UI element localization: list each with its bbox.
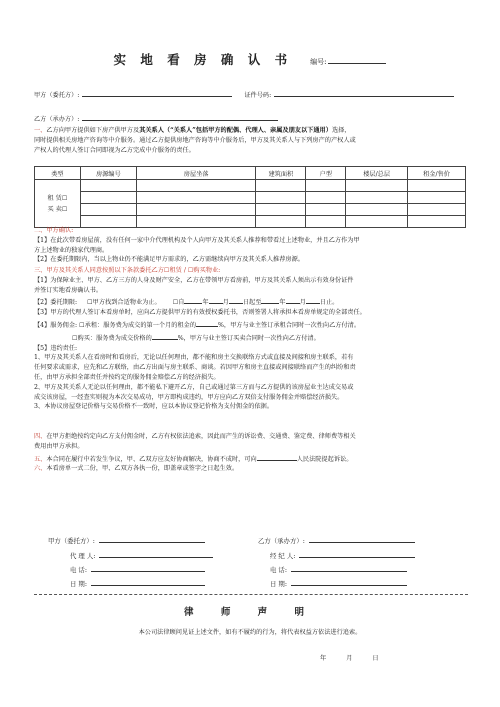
title-text: 实 地 看 房 确 认 书 [113, 52, 293, 67]
breach-2-line-1: 2、甲方及其关系人无论以任何理由，都不能私下避开乙方，自己或通过第三方而与乙方提供的该房屋业主达成交易或 [34, 383, 354, 391]
section-5 [34, 452, 466, 465]
breach-1-line-2: 任何要求或需求，应先和乙方联络，由乙方出面与房主联系、商谈。若因甲方和房主直接或间接联络而产生的纠纷和责 [34, 364, 356, 372]
breach-3: 3、本协议房屋登记价格与交易价格不一致时，应以本协议登记价格为支付佣金的依据。 [34, 403, 274, 411]
party-b-row [34, 112, 278, 125]
purchase-fee-text: ☐购买：服务费为成交价格的 [72, 334, 152, 342]
table-cell[interactable] [306, 180, 346, 192]
section-4-text: 在甲方拒绝按约定向乙方支付佣金时，乙方有权依法追索，因此而产生的诉讼费、交通费、鉴定费、律师费等相关 [46, 433, 356, 440]
section-5-num: 五、 [34, 455, 47, 463]
sig-date-a-field[interactable] [91, 577, 205, 586]
sig-party-a-field[interactable] [99, 534, 205, 543]
year-label: 年 [202, 299, 209, 307]
rent-fee-text-b: %，甲方与业主签订承租合同时一次性向乙方付清。 [218, 321, 361, 329]
sig-agent-label: 代 理 人: [70, 552, 96, 560]
end-day-field[interactable] [306, 295, 320, 304]
table-cell[interactable] [136, 180, 256, 192]
section-4 [34, 432, 466, 442]
court-field[interactable] [257, 452, 297, 461]
table-cell[interactable] [346, 180, 408, 192]
lawyer-day-label: 日 [372, 655, 379, 662]
section-3-item-1: 【1】为保障业主、甲方、乙方三方的人身及财产安全，乙方在带领甲方看房前，甲方及其关系人须出示有效身份证件 [34, 276, 354, 284]
table-row [35, 180, 466, 192]
sig-agent-field[interactable] [99, 549, 213, 558]
id-field[interactable] [274, 88, 454, 97]
property-table [34, 166, 466, 228]
year-label: 年 [279, 299, 286, 307]
section-3-item-1-cont: 并签订实地看房确认书。 [34, 286, 103, 294]
rent-fee-text: 【4】服务佣金: ☐承租：服务费为成交的第一个月的租金的 [34, 321, 197, 329]
table-cell[interactable] [306, 204, 346, 216]
purchase-fee-percent-field[interactable] [152, 331, 178, 340]
table-cell[interactable] [256, 204, 306, 216]
table-cell[interactable] [306, 192, 346, 204]
section-2 [34, 226, 466, 265]
table-header-row [35, 167, 466, 180]
section-3 [34, 266, 466, 412]
table-cell[interactable] [136, 204, 256, 216]
table-cell[interactable] [136, 192, 256, 204]
sig-date-b [270, 577, 407, 588]
table-cell[interactable] [80, 204, 136, 216]
month-label: 月 [299, 299, 306, 307]
table-cell[interactable] [80, 192, 136, 204]
section-3-item-3: 【3】甲方的代理人签订本看房单时，应向乙方提供甲方的有效授权委托书，否则签署人将承担本看房单规定的全部责任。 [34, 309, 366, 317]
lawyer-heading: 律 师 声 明 [184, 607, 316, 618]
section-2-item-1-cont: 方上述物业的独家代理商。 [34, 246, 109, 254]
table-cell[interactable] [408, 180, 466, 192]
start-month-field[interactable] [209, 295, 223, 304]
breach-1-line-3: 任，由甲方承担全部责任并按约定的服务佣金赔偿乙方的经济损失。 [34, 373, 220, 381]
clause-1-text-a: 乙方向甲方提供如下房产供甲方及 [46, 127, 140, 134]
section-2-item-2: 【2】在委托期限内，当以上物业仍不能满足甲方需求的，乙方需继续向甲方及其关系人推荐房源。 [34, 256, 304, 264]
party-a-label: 甲方（委托方）: [34, 92, 80, 99]
table-row [35, 204, 466, 216]
clause-1 [34, 126, 466, 155]
party-a-field[interactable] [82, 88, 232, 97]
section-6 [34, 464, 466, 474]
section-3-item-5: 【5】违约责任: [34, 344, 78, 352]
sig-party-b [258, 534, 415, 545]
number-field[interactable] [328, 55, 386, 64]
term-label: 【2】委托期限: [34, 299, 78, 307]
party-b-field[interactable] [82, 112, 278, 121]
clause-1-bold: 其关系人（“关系人”包括甲方的配偶、代理人、亲属及朋友以下通用） [139, 127, 332, 134]
sig-party-b-label: 乙方（承办方）: [258, 537, 305, 545]
table-header-cell: 房源编号 [80, 167, 136, 180]
lawyer-text: 本公司法律顾问见证上述文件，如有不履约的行为，将代表权益方依法进行追索。 [138, 629, 362, 636]
section-5-text-b: 人民法院提起诉讼。 [296, 455, 353, 463]
section-2-item-1: 【1】在此次带看房屋前，没有任何一家中介代理机构及个人向甲方及其关系人推荐和带看过上述物业，并且乙方作为甲 [34, 236, 360, 244]
section-3-heading: 三、甲方及其关系人同意按照以下条款委托乙方☐租赁 / ☐购买物业: [34, 267, 221, 274]
clause-1-line-3: 产权人的代理人签订合同即视为乙方完成中介服务的责任。 [34, 146, 195, 154]
lawyer-date [320, 654, 379, 664]
sig-phone-a [70, 563, 205, 574]
type-rent-checkbox[interactable]: 租 赁☐ [47, 194, 68, 202]
table-cell[interactable] [408, 204, 466, 216]
sig-phone-b-label: 电 话: [270, 566, 287, 574]
sig-agent [70, 549, 213, 560]
sig-phone-b [270, 563, 407, 574]
table-header-cell: 租金/售价 [408, 167, 466, 180]
section-3-item-2 [34, 295, 466, 308]
sig-broker [270, 549, 415, 560]
lawyer-month-label: 月 [346, 655, 353, 662]
table-cell[interactable] [256, 192, 306, 204]
party-b-label: 乙方（承办方）: [34, 116, 80, 123]
term-range-checkbox[interactable]: ☐自 [172, 299, 185, 307]
table-row [35, 192, 466, 204]
sig-broker-field[interactable] [299, 549, 415, 558]
to-label: 日起至 [242, 299, 262, 307]
clause-1-line-2: 同时提供相关房地产咨询等中介服务。通过乙方提供房地产咨询等中介服务后，甲方及其关系人与下列房产的产权人或 [34, 136, 356, 144]
rent-fee-percent-field[interactable] [196, 318, 218, 327]
sig-date-b-label: 日 期: [270, 580, 287, 588]
section-6-num: 六、 [34, 465, 47, 473]
sig-broker-label: 经 纪 人: [270, 552, 296, 560]
end-year-field[interactable] [261, 295, 279, 304]
clause-1-num: 一、 [34, 127, 47, 134]
table-cell[interactable] [80, 180, 136, 192]
sig-party-a [48, 534, 205, 545]
sig-date-a-label: 日 期: [70, 580, 87, 588]
table-header-cell: 类型 [35, 167, 81, 180]
table-header-cell: 建筑面积 [256, 167, 306, 180]
type-cell [35, 180, 81, 228]
document-title [0, 50, 500, 68]
table-cell[interactable] [346, 204, 408, 216]
start-day-field[interactable] [229, 295, 243, 304]
table-header-cell: 楼层/总层 [346, 167, 408, 180]
lawyer-year-label: 年 [320, 655, 327, 662]
end-month-field[interactable] [286, 295, 300, 304]
sig-phone-b-field[interactable] [291, 563, 407, 572]
sig-phone-a-label: 电 话: [70, 566, 87, 574]
table-cell[interactable] [256, 180, 306, 192]
purchase-fee-text-b: %，甲方与业主签订买卖合同时一次性向乙方付清。 [177, 334, 320, 342]
section-5-text: 本合同在履行中若发生争议，甲、乙双方应友好协商解决，协商不成时，可向 [46, 455, 257, 463]
sig-party-a-label: 甲方（委托方）: [48, 537, 95, 545]
section-3-item-4-purchase [34, 331, 466, 344]
start-year-field[interactable] [184, 295, 202, 304]
breach-2-line-2: 成交该房屋，一经查实则视为本次交易成功，甲方即构成违约，甲方应向乙方双倍支付服务佣金并赔偿经济损失。 [34, 393, 344, 401]
table-cell[interactable] [408, 192, 466, 204]
party-a-row [34, 88, 454, 101]
clause-1-text-b: 选择， [331, 127, 351, 134]
sections-4-6 [34, 432, 466, 474]
table-cell[interactable] [346, 192, 408, 204]
section-2-heading: 二、甲方确认: [34, 227, 74, 234]
section-3-item-4 [34, 318, 466, 331]
section-4-text-cont: 费用由甲方承担。 [34, 442, 84, 450]
section-6-text: 本看房单一式二份，甲、乙双方各执一份，即盖章或签字之日起生效。 [46, 465, 239, 473]
sig-date-a [70, 577, 205, 588]
table-header-cell: 房屋坐落 [136, 167, 256, 180]
type-sale-checkbox[interactable]: 买 卖☐ [47, 205, 68, 213]
day-end-label: 日止。 [319, 299, 339, 307]
breach-1-line-1: 1、甲方及其关系人在看房时和看房后，无论以任何理由，都不能和房主交换联络方式或直接及间接和房主联系，若有 [34, 354, 354, 362]
sig-date-b-field[interactable] [291, 577, 407, 586]
term-until-found-checkbox[interactable]: ☐甲方找到合适物业为止。 [87, 299, 161, 307]
number-label: 编号: [310, 58, 327, 66]
sig-party-b-field[interactable] [309, 534, 415, 543]
month-label: 月 [222, 299, 229, 307]
sig-phone-a-field[interactable] [91, 563, 205, 572]
table-header-cell: 户型 [306, 167, 346, 180]
id-label: 证件号码: [244, 92, 272, 99]
divider [34, 594, 468, 595]
section-4-num: 四、 [34, 433, 47, 440]
